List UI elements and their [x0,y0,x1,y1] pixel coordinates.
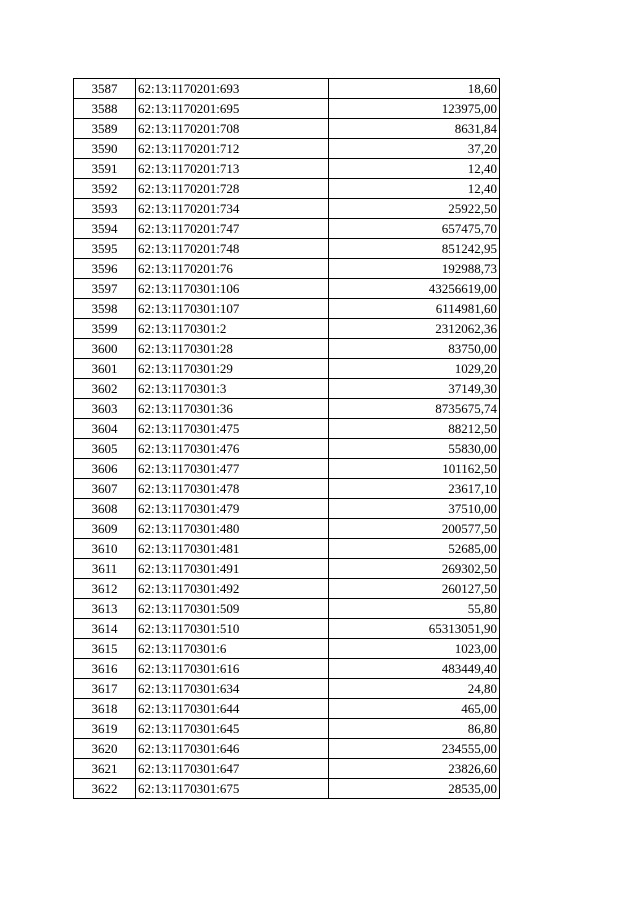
cadastral-value-cell: 234555,00 [329,739,500,759]
cadastral-value-cell: 28535,00 [329,779,500,799]
cadastral-value-cell: 123975,00 [329,99,500,119]
table-row [74,459,500,479]
row-number-cell: 3593 [74,199,136,219]
row-number-cell: 3615 [74,639,136,659]
table-body [74,79,500,799]
row-number-cell: 3597 [74,279,136,299]
cadastral-number-cell: 62:13:1170301:509 [136,599,329,619]
row-number-cell: 3604 [74,419,136,439]
row-number-cell: 3607 [74,479,136,499]
cadastral-number-cell: 62:13:1170301:2 [136,319,329,339]
cadastral-value-cell: 269302,50 [329,559,500,579]
cadastral-value-cell: 86,80 [329,719,500,739]
table-row [74,539,500,559]
cadastral-number-cell: 62:13:1170201:695 [136,99,329,119]
table-row [74,499,500,519]
cadastral-value-cell: 55830,00 [329,439,500,459]
row-number-cell: 3605 [74,439,136,459]
row-number-cell: 3619 [74,719,136,739]
table-row [74,199,500,219]
cadastral-value-cell: 200577,50 [329,519,500,539]
cadastral-value-cell: 657475,70 [329,219,500,239]
row-number-cell: 3590 [74,139,136,159]
cadastral-number-cell: 62:13:1170201:708 [136,119,329,139]
cadastral-number-cell: 62:13:1170301:476 [136,439,329,459]
cadastral-number-cell: 62:13:1170301:510 [136,619,329,639]
cadastral-value-cell: 192988,73 [329,259,500,279]
table-row [74,719,500,739]
table-row [74,779,500,799]
row-number-cell: 3621 [74,759,136,779]
table-row [74,379,500,399]
cadastral-value-cell: 260127,50 [329,579,500,599]
row-number-cell: 3599 [74,319,136,339]
table-row [74,419,500,439]
row-number-cell: 3606 [74,459,136,479]
cadastral-number-cell: 62:13:1170301:647 [136,759,329,779]
cadastral-number-cell: 62:13:1170301:3 [136,379,329,399]
cadastral-value-cell: 55,80 [329,599,500,619]
row-number-cell: 3598 [74,299,136,319]
cadastral-value-cell: 1023,00 [329,639,500,659]
cadastral-value-cell: 8631,84 [329,119,500,139]
cadastral-number-cell: 62:13:1170301:675 [136,779,329,799]
row-number-cell: 3612 [74,579,136,599]
row-number-cell: 3591 [74,159,136,179]
row-number-cell: 3596 [74,259,136,279]
cadastral-number-cell: 62:13:1170201:748 [136,239,329,259]
table-row [74,319,500,339]
cadastral-number-cell: 62:13:1170301:634 [136,679,329,699]
row-number-cell: 3600 [74,339,136,359]
cadastral-value-cell: 24,80 [329,679,500,699]
cadastral-number-cell: 62:13:1170301:481 [136,539,329,559]
cadastral-value-cell: 37,20 [329,139,500,159]
row-number-cell: 3613 [74,599,136,619]
cadastral-number-cell: 62:13:1170201:713 [136,159,329,179]
cadastral-value-cell: 483449,40 [329,659,500,679]
row-number-cell: 3609 [74,519,136,539]
row-number-cell: 3618 [74,699,136,719]
cadastral-number-cell: 62:13:1170301:29 [136,359,329,379]
table-row [74,739,500,759]
row-number-cell: 3622 [74,779,136,799]
table-row [74,439,500,459]
table-row [74,259,500,279]
cadastral-value-cell: 43256619,00 [329,279,500,299]
table-row [74,679,500,699]
table-row [74,699,500,719]
row-number-cell: 3614 [74,619,136,639]
table-row [74,659,500,679]
table-row [74,279,500,299]
cadastral-value-cell: 25922,50 [329,199,500,219]
row-number-cell: 3620 [74,739,136,759]
cadastral-value-cell: 37510,00 [329,499,500,519]
cadastral-number-cell: 62:13:1170201:728 [136,179,329,199]
row-number-cell: 3611 [74,559,136,579]
cadastral-number-cell: 62:13:1170301:491 [136,559,329,579]
cadastral-number-cell: 62:13:1170301:646 [136,739,329,759]
cadastral-number-cell: 62:13:1170301:479 [136,499,329,519]
table-row [74,99,500,119]
cadastral-value-cell: 2312062,36 [329,319,500,339]
cadastral-number-cell: 62:13:1170201:734 [136,199,329,219]
table-row [74,579,500,599]
row-number-cell: 3602 [74,379,136,399]
cadastral-value-cell: 52685,00 [329,539,500,559]
cadastral-value-cell: 88212,50 [329,419,500,439]
cadastral-number-cell: 62:13:1170301:477 [136,459,329,479]
cadastral-number-cell: 62:13:1170301:480 [136,519,329,539]
row-number-cell: 3616 [74,659,136,679]
cadastral-value-cell: 101162,50 [329,459,500,479]
table-row [74,239,500,259]
cadastral-number-cell: 62:13:1170201:693 [136,79,329,99]
table-row [74,759,500,779]
table-row [74,639,500,659]
cadastral-number-cell: 62:13:1170301:107 [136,299,329,319]
row-number-cell: 3592 [74,179,136,199]
table-row [74,159,500,179]
table-row [74,79,500,99]
cadastral-number-cell: 62:13:1170301:475 [136,419,329,439]
cadastral-value-cell: 8735675,74 [329,399,500,419]
table-row [74,599,500,619]
row-number-cell: 3601 [74,359,136,379]
cadastral-value-cell: 23617,10 [329,479,500,499]
cadastral-value-cell: 1029,20 [329,359,500,379]
cadastral-value-cell: 18,60 [329,79,500,99]
row-number-cell: 3595 [74,239,136,259]
cadastral-value-cell: 83750,00 [329,339,500,359]
table-row [74,339,500,359]
cadastral-value-cell: 23826,60 [329,759,500,779]
cadastral-value-cell: 465,00 [329,699,500,719]
cadastral-value-cell: 12,40 [329,159,500,179]
cadastral-value-table [73,78,500,799]
cadastral-value-cell: 37149,30 [329,379,500,399]
table-row [74,299,500,319]
cadastral-number-cell: 62:13:1170201:747 [136,219,329,239]
table-row [74,119,500,139]
cadastral-number-cell: 62:13:1170301:616 [136,659,329,679]
cadastral-number-cell: 62:13:1170301:478 [136,479,329,499]
table-row [74,219,500,239]
row-number-cell: 3610 [74,539,136,559]
cadastral-value-cell: 12,40 [329,179,500,199]
cadastral-number-cell: 62:13:1170201:76 [136,259,329,279]
cadastral-value-cell: 6114981,60 [329,299,500,319]
table-row [74,479,500,499]
row-number-cell: 3587 [74,79,136,99]
cadastral-number-cell: 62:13:1170301:645 [136,719,329,739]
cadastral-number-cell: 62:13:1170301:492 [136,579,329,599]
cadastral-number-cell: 62:13:1170301:6 [136,639,329,659]
cadastral-number-cell: 62:13:1170301:106 [136,279,329,299]
cadastral-value-cell: 65313051,90 [329,619,500,639]
table-row [74,619,500,639]
table-row [74,559,500,579]
table-row [74,359,500,379]
row-number-cell: 3589 [74,119,136,139]
cadastral-number-cell: 62:13:1170301:36 [136,399,329,419]
row-number-cell: 3617 [74,679,136,699]
row-number-cell: 3594 [74,219,136,239]
cadastral-value-cell: 851242,95 [329,239,500,259]
row-number-cell: 3608 [74,499,136,519]
row-number-cell: 3603 [74,399,136,419]
row-number-cell: 3588 [74,99,136,119]
cadastral-number-cell: 62:13:1170301:644 [136,699,329,719]
cadastral-number-cell: 62:13:1170201:712 [136,139,329,159]
table-row [74,179,500,199]
table-row [74,139,500,159]
table-row [74,399,500,419]
table-row [74,519,500,539]
cadastral-number-cell: 62:13:1170301:28 [136,339,329,359]
